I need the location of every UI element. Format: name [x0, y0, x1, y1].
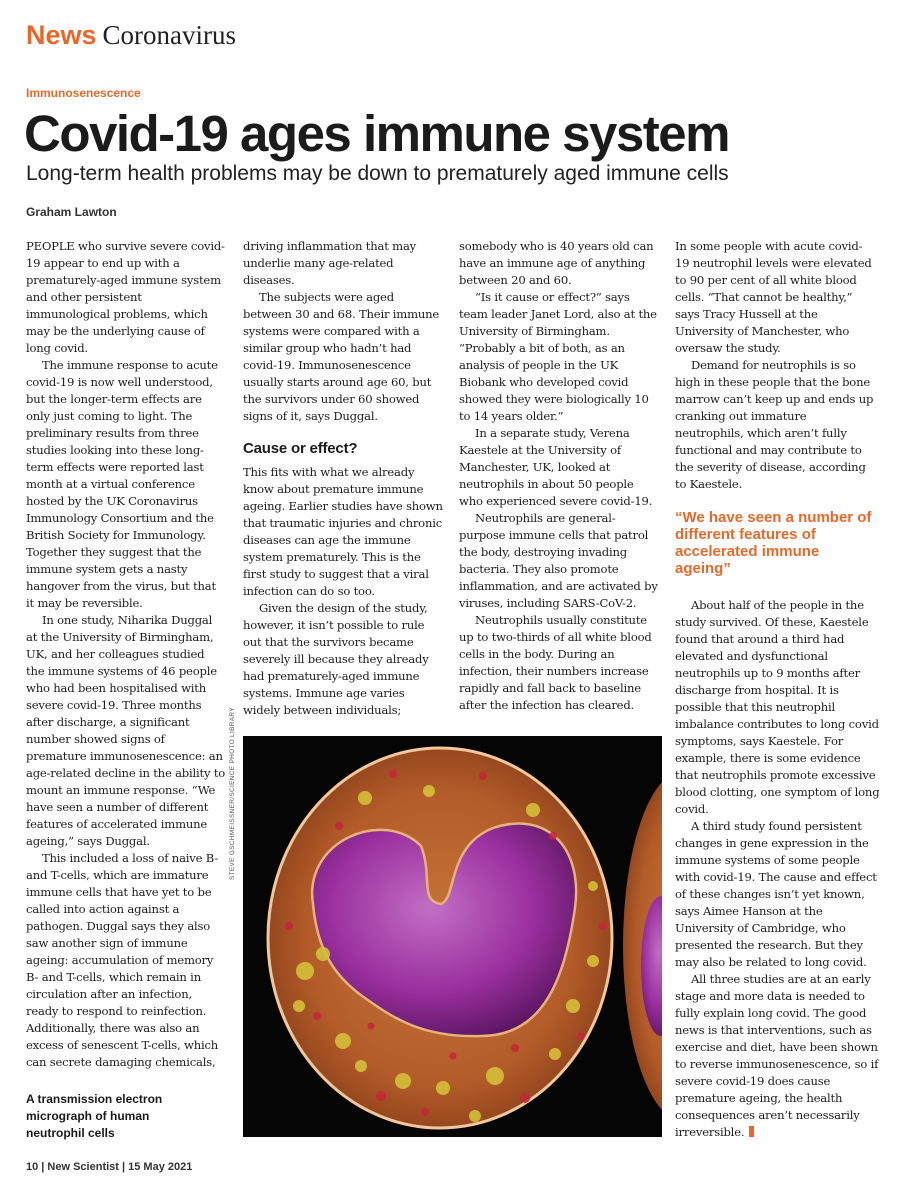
body-paragraph: driving inflammation that may underlie many age-related diseases.: [243, 239, 417, 287]
body-paragraph: somebody who is 40 years old can have an immune age of anything between 20 and 60.: [459, 239, 654, 287]
page-folio: 10 | New Scientist | 15 May 2021: [26, 1161, 193, 1173]
body-paragraph: Given the design of the study, however, it isn’t possible to rule out that the survivors became severely ill because they already had prematurely-aged immune systems. Immune age varies widely between individuals;: [243, 601, 429, 717]
end-mark: [749, 1126, 754, 1137]
body-column-4: [675, 238, 875, 493]
body-paragraph: The subjects were aged between 30 and 68. Their immune systems were compared with a similar group who hadn’t had covid-19. Immunosenescence usually starts around age 60, but the survivors under 60 showed signs of it, says Duggal.: [243, 290, 440, 423]
body-paragraph: Neutrophils usually constitute up to two-thirds of all white blood cells in the body. During an infection, their numbers increase rapidly and fall back to baseline after the infection has cleared.: [459, 613, 652, 712]
pull-quote: “We have seen a number of different features of accelerated immune ageing”: [675, 509, 872, 577]
body-paragraph: This included a loss of naive B- and T-cells, which are immature immune cells that have yet to be called into action against a pathogen. Duggal says they also saw another sign of immune ageing: accumulation of memory B- and T-cells, which remain in circulation after an infection, ready to respond to reinfection. Additionally, there was also an excess of senescent T-cells, which can secrete damaging chemicals,: [26, 851, 219, 1069]
body-paragraph: PEOPLE who survive severe covid-19 appear to end up with a prematurely-aged immune system and other persistent immunological problems, which may be the underlying cause of long covid.: [26, 239, 225, 355]
body-paragraph: In a separate study, Verena Kaestele at the University of Manchester, UK, looked at neutrophils in about 50 people who experienced severe covid-19.: [459, 426, 653, 508]
section-header: [26, 20, 236, 51]
body-column-1: [26, 238, 226, 1071]
body-paragraph: [675, 971, 880, 1141]
body-column-2: [243, 238, 443, 719]
body-paragraph: In one study, Niharika Duggal at the University of Birmingham, UK, and her colleagues studied the immune systems of 46 people who had been hospitalised with severe covid-19. Three months after discharge, a significant number showed signs of premature immunosenescence: an age-related decline in the ability to mount an immune response. “We have seen a number of different features of accelerated immune ageing,” says Duggal.: [26, 613, 226, 848]
body-paragraph: About half of the people in the study survived. Of these, Kaestele found that around a third had elevated and dysfunctional neutrophils up to 9 months after discharge from hospital. It is possible that this neutrophil imbalance contributes to long covid symptoms, says Kaestele. For example, there is some evidence that neutrophils promote excessive blood clotting, one symptom of long covid.: [675, 598, 880, 816]
body-paragraph: In some people with acute covid-19 neutrophil levels were elevated to 90 per cent of all white blood cells. “That cannot be healthy,” says Tracy Hussell at the University of Manchester, who oversaw the study.: [675, 239, 872, 355]
body-paragraph: This fits with what we already know about premature immune ageing. Earlier studies have shown that traumatic injuries and chronic diseases can age the immune system prematurely. This is the first study to suggest that a viral infection can do so too.: [243, 465, 443, 598]
body-column-4-continued: [675, 597, 880, 1141]
subheading: Cause or effect?: [243, 440, 358, 457]
article-headline: Covid-19 ages immune system: [24, 105, 729, 162]
neutrophil-micrograph: [243, 736, 662, 1137]
body-paragraph: A third study found persistent changes in gene expression in the immune systems of some people with covid-19. The cause and effect of these changes isn’t yet known, says Aimee Hanson at the University of Cambridge, who presented the research. But they may also be related to long covid.: [675, 819, 877, 969]
article-kicker: Immunosenescence: [26, 86, 141, 100]
body-paragraph: “Is it cause or effect?” says team leader Janet Lord, also at the University of Birmingham. “Probably a bit of both, as an analysis of people in the UK Biobank who developed covid showed they were biologically 10 to 14 years older.”: [459, 290, 657, 423]
photo-credit: STEVE GSCHMEISSNER/SCIENCE PHOTO LIBRARY: [229, 707, 236, 880]
section-topic: Coronavirus: [102, 20, 237, 50]
body-paragraph-text: All three studies are at an early stage and more data is needed to fully explain long covid. The good news is that interventions, such as exercise and diet, have been shown to reverse immunosenescence, so if severe covid-19 does cause premature ageing, the health consequences aren’t necessarily irreversible.: [675, 972, 879, 1139]
body-paragraph: The immune response to acute covid-19 is now well understood, but the longer-term effects are only just coming to light. The preliminary results from three studies looking into these long-term effects were reported last month at a virtual conference hosted by the UK Coronavirus Immunology Consortium and the British Society for Immunology. Together they suggest that the immune system gets a nasty hangover from the virus, but that it may be reversible.: [26, 358, 218, 610]
article-photo: [243, 736, 662, 1137]
article-byline: Graham Lawton: [26, 205, 117, 219]
photo-caption: A transmission electron micrograph of human neutrophil cells: [26, 1092, 163, 1140]
body-column-3: [459, 238, 659, 714]
section-name: News: [26, 20, 97, 50]
article-standfirst: Long-term health problems may be down to prematurely aged immune cells: [26, 162, 729, 185]
body-paragraph: Neutrophils are general-purpose immune cells that patrol the body, destroying invading bacteria. They also promote inflammation, and are activated by viruses, including SARS-CoV-2.: [459, 511, 658, 610]
body-paragraph: Demand for neutrophils is so high in these people that the bone marrow can’t keep up and ends up cranking out immature neutrophils, which aren’t fully functional and may contribute to the severity of disease, according to Kaestele.: [675, 358, 874, 491]
